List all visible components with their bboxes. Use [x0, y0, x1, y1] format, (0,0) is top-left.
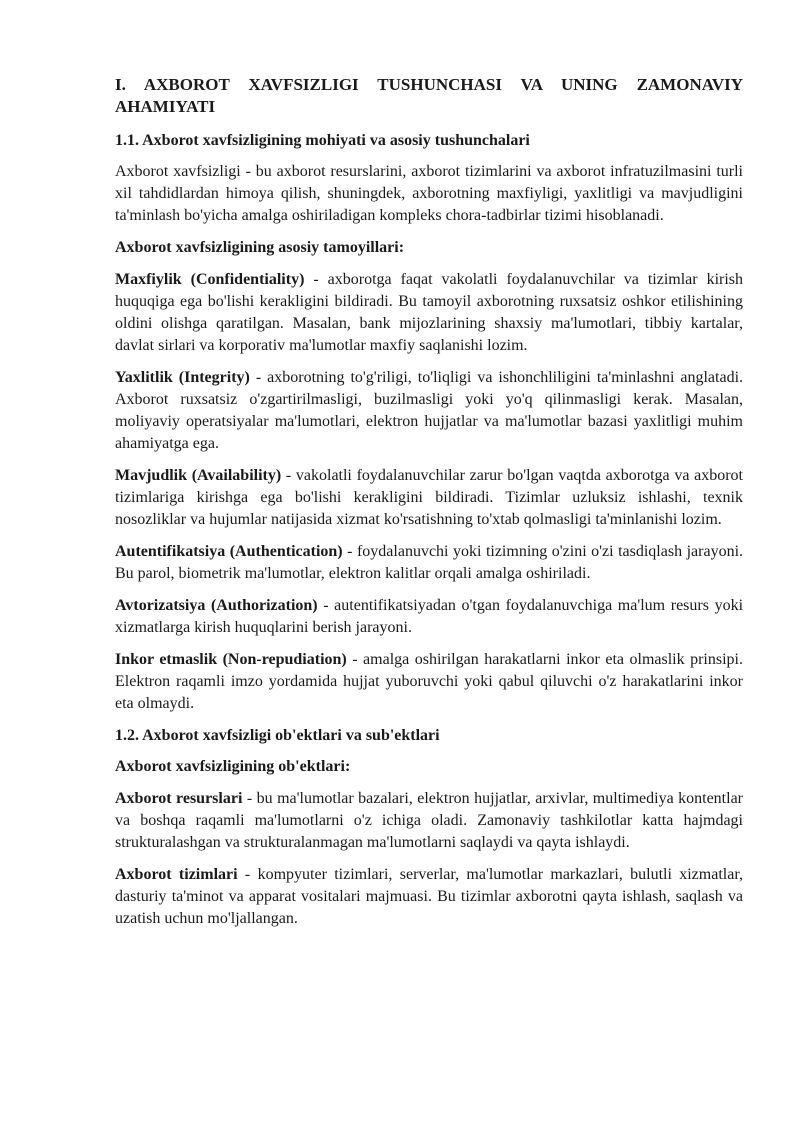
principle-text: - axborotning to'g'riligi, to'liqligi va ishonchliligini ta'minlashni anglatadi. Axborot ruxsatsiz o'zgartirilmasligi, buzilmasligi yoki yo'q qilinmasligi kerak. Masalan, moliyaviy operatsiyalar ma'lumotlari, elektron hujjatlar va ma'lumotlar bazasi yaxlitligi muhim ahamiyatga ega.: [115, 369, 744, 452]
principle-text: - axborotga faqat vakolatli foydalanuvchilar va tizimlar kirish huquqiga ega bo'lishi kerakligini bildiradi. Bu tamoyil axborotning ruxsatsiz oshkor etilishining oldini olishga qaratilgan. Masalan, bank mijozlarining shaxsiy ma'lumotlari, tibbiy kartalar, davlat sirlari va korporativ ma'lumotlar maxfiy saqlanishi lozim.: [115, 271, 744, 354]
principle-authorization: [115, 595, 743, 639]
principle-term: Mavjudlik (Availability): [115, 467, 282, 484]
principle-term: Avtorizatsiya (Authorization): [115, 597, 318, 614]
principle-authentication: [115, 541, 743, 585]
object-text: - kompyuter tizimlari, serverlar, ma'lumotlar markazlari, bulutli xizmatlar, dasturiy ta'minot va apparat vositalari majmuasi. Bu tizimlar axborotni qayta ishlash, saqlash va uzatish uchun mo'ljallangan.: [115, 866, 744, 927]
object-term: Axborot resurslari: [115, 790, 243, 807]
section-heading-1-1: 1.1. Axborot xavfsizligining mohiyati va asosiy tushunchalari: [115, 132, 530, 149]
object-information-resources: [115, 788, 743, 854]
chapter-title: I. AXBOROT XAVFSIZLIGI TUSHUNCHASI VA UNING ZAMONAVIY AHAMIYATI: [115, 75, 743, 116]
principle-text: - autentifikatsiyadan o'tgan foydalanuvchiga ma'lum resurs yoki xizmatlarga kirish huquqlarini berish jarayoni.: [115, 597, 744, 636]
principle-non-repudiation: [115, 649, 743, 715]
object-information-systems: [115, 864, 743, 930]
principle-term: Inkor etmaslik (Non-repudiation): [115, 651, 347, 668]
principle-term: Maxfiylik (Confidentiality): [115, 271, 305, 288]
principle-term: Yaxlitlik (Integrity): [115, 369, 250, 386]
document-page: [115, 74, 743, 940]
principle-text: - foydalanuvchi yoki tizimning o'zini o'zi tasdiqlash jarayoni. Bu parol, biometrik ma'lumotlar, elektron kalitlar orqali amalga oshiriladi.: [115, 543, 744, 582]
principle-integrity: [115, 367, 743, 455]
principle-term: Autentifikatsiya (Authentication): [115, 543, 343, 560]
principles-subheading: Axborot xavfsizligining asosiy tamoyillari:: [115, 239, 405, 256]
section-heading-1-2: 1.2. Axborot xavfsizligi ob'ektlari va sub'ektlari: [115, 727, 440, 744]
intro-paragraph: Axborot xavfsizligi - bu axborot resurslarini, axborot tizimlarini va axborot infratuzilmasini turli xil tahdidlardan himoya qilish, shuningdek, axborotning maxfiyligi, yaxlitligi va mavjudligini ta'minlash bo'yicha amalga oshiriladigan kompleks chora-tadbirlar tizimi hisoblanadi.: [115, 163, 743, 224]
principle-text: - amalga oshirilgan harakatlarni inkor eta olmaslik prinsipi. Elektron raqamli imzo yordamida hujjat yuboruvchi yoki qabul qiluvchi o'z harakatlarini inkor eta olmaydi.: [115, 651, 743, 712]
principle-availability: [115, 465, 743, 531]
principle-text: - vakolatli foydalanuvchilar zarur bo'lgan vaqtda axborotga va axborot tizimlariga kirishga ega bo'lishi kerakligini bildiradi. Tizimlar uzluksiz ishlashi, texnik nosozliklar va hujumlar natijasida xizmat ko'rsatishning to'xtab qolmasligi ta'minlanishi lozim.: [115, 467, 743, 528]
object-term: Axborot tizimlari: [115, 866, 238, 883]
object-text: - bu ma'lumotlar bazalari, elektron hujjatlar, arxivlar, multimediya kontentlar va boshqa raqamli ma'lumotlarni o'z ichiga oladi. Zamonaviy tashkilotlar katta hajmdagi strukturalashgan va strukturalanmagan ma'lumotlarni saqlaydi va qayta ishlaydi.: [115, 790, 743, 851]
principle-confidentiality: [115, 269, 743, 357]
objects-subheading: Axborot xavfsizligining ob'ektlari:: [115, 758, 351, 775]
